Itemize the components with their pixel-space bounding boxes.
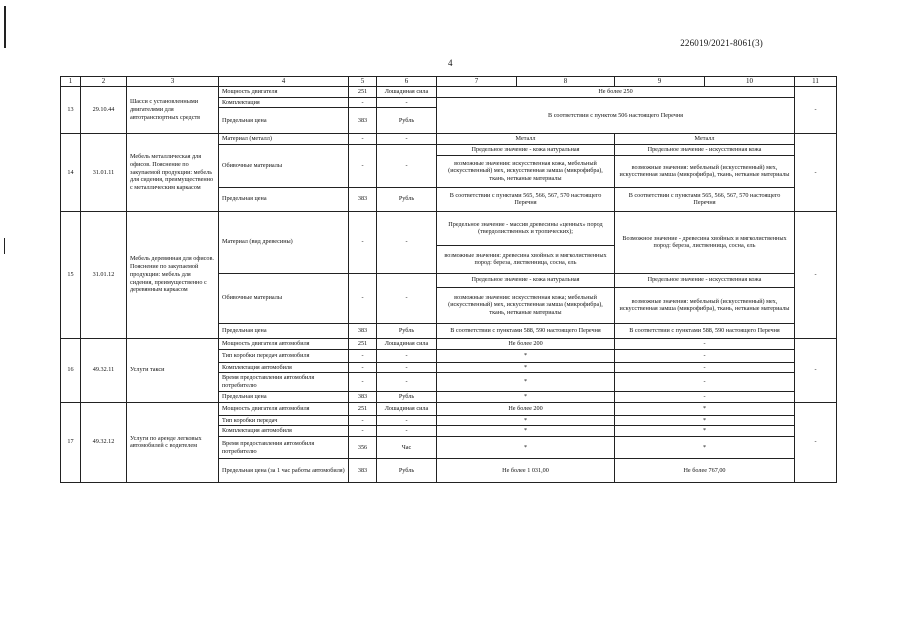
param-value: Предельное значение - массив древесины «ценных» пород (твердолиственных и тропических); xyxy=(437,211,615,245)
unit-name: Час xyxy=(377,437,437,459)
param-value: В соответствии с пунктом 506 настоящего Перечня xyxy=(437,97,795,134)
okpd-code: 29.10.44 xyxy=(81,86,127,134)
param-value: В соответствии с пунктами 588, 590 настоящего Перечня xyxy=(437,323,615,338)
scan-margin-mark xyxy=(4,238,5,254)
param-value: * xyxy=(437,362,615,373)
param-value: Не более 200 xyxy=(437,402,615,415)
row-number: 13 xyxy=(61,86,81,134)
param-value: - xyxy=(615,362,795,373)
param-value: возможные значения: искусственная кожа; мебельный (искусственный) мех, искусственная замша (микрофибра), ткань, нетканые материалы xyxy=(437,287,615,323)
document-number: 226019/2021-8061(3) xyxy=(680,38,763,48)
table-header-row xyxy=(61,77,837,87)
col11-value: - xyxy=(795,338,837,402)
header-cell: 1 xyxy=(61,77,81,87)
unit-name: - xyxy=(377,426,437,437)
col11-value: - xyxy=(795,211,837,338)
unit-code: 251 xyxy=(349,86,377,97)
table-row xyxy=(61,211,837,245)
page-number: 4 xyxy=(448,58,453,68)
param-value: В соответствии с пунктами 565, 566, 567, 570 настоящего Перечня xyxy=(615,187,795,211)
unit-code: - xyxy=(349,97,377,108)
col11-value: - xyxy=(795,402,837,483)
param-value: * xyxy=(615,426,795,437)
unit-code: 383 xyxy=(349,391,377,402)
unit-code: - xyxy=(349,349,377,362)
okpd-code: 31.01.12 xyxy=(81,211,127,338)
unit-code: 356 xyxy=(349,437,377,459)
param-name: Время предоставления автомобиля потребителю xyxy=(219,437,349,459)
param-value: Металл xyxy=(437,134,615,145)
param-value: Не более 200 xyxy=(437,338,615,349)
okpd-code: 31.01.11 xyxy=(81,134,127,212)
header-cell: 4 xyxy=(219,77,349,87)
unit-name: Рубль xyxy=(377,391,437,402)
param-value: Металл xyxy=(615,134,795,145)
unit-name: - xyxy=(377,145,437,188)
unit-name: Рубль xyxy=(377,108,437,134)
param-name: Обивочные материалы xyxy=(219,145,349,188)
unit-code: 383 xyxy=(349,323,377,338)
param-value: * xyxy=(615,437,795,459)
unit-code: - xyxy=(349,362,377,373)
param-value: * xyxy=(437,415,615,426)
product-name: Шасси с установленными двигателями для автотранспортных средств xyxy=(127,86,219,134)
param-value: - xyxy=(615,349,795,362)
unit-code: 383 xyxy=(349,459,377,483)
header-cell: 3 xyxy=(127,77,219,87)
param-name: Время предоставления автомобиля потребителю xyxy=(219,373,349,392)
header-cell: 6 xyxy=(377,77,437,87)
param-value: Не более 1 031,00 xyxy=(437,459,615,483)
param-value: Предельное значение - кожа натуральная xyxy=(437,273,615,287)
param-value: Предельное значение - искусственная кожа xyxy=(615,145,795,156)
table-row xyxy=(61,86,837,97)
header-cell: 8 xyxy=(517,77,615,87)
param-name: Предельная цена xyxy=(219,108,349,134)
okpd-code: 49.32.12 xyxy=(81,402,127,483)
unit-code: - xyxy=(349,273,377,323)
param-value: возможные значения: искусственная кожа, мебельный (искусственный) мех, искусственная замша (микрофибра), ткань, нетканые материалы xyxy=(437,155,615,187)
row-number: 15 xyxy=(61,211,81,338)
unit-code: - xyxy=(349,134,377,145)
unit-name: Лошадиная сила xyxy=(377,86,437,97)
unit-name: - xyxy=(377,415,437,426)
unit-name: Рубль xyxy=(377,323,437,338)
param-value: Предельное значение - искусственная кожа xyxy=(615,273,795,287)
param-value: - xyxy=(615,338,795,349)
param-value: * xyxy=(437,349,615,362)
unit-code: 251 xyxy=(349,402,377,415)
param-name: Комплектация автомобиля xyxy=(219,362,349,373)
param-name: Предельная цена xyxy=(219,391,349,402)
scan-margin-mark xyxy=(4,6,6,48)
header-cell: 9 xyxy=(615,77,705,87)
param-name: Предельная цена xyxy=(219,187,349,211)
unit-code: - xyxy=(349,211,377,273)
param-value: возможные значения: мебельный (искусственный) мех, искусственная замша (микрофибра), ткань, нетканые материалы xyxy=(615,287,795,323)
unit-name: - xyxy=(377,97,437,108)
param-value: Не более 767,00 xyxy=(615,459,795,483)
header-cell: 11 xyxy=(795,77,837,87)
param-name: Материал (металл) xyxy=(219,134,349,145)
param-name: Обивочные материалы xyxy=(219,273,349,323)
unit-name: Рубль xyxy=(377,187,437,211)
header-cell: 5 xyxy=(349,77,377,87)
unit-name: - xyxy=(377,211,437,273)
param-value: - xyxy=(615,373,795,392)
unit-name: Лошадиная сила xyxy=(377,338,437,349)
unit-name: - xyxy=(377,373,437,392)
product-name: Мебель металлическая для офисов. Пояснение по закупаемой продукции: мебель для сидения, преимущественно с металлическим каркасом xyxy=(127,134,219,212)
param-value: * xyxy=(437,426,615,437)
row-number: 14 xyxy=(61,134,81,212)
unit-code: - xyxy=(349,145,377,188)
param-value: * xyxy=(615,402,795,415)
col11-value: - xyxy=(795,86,837,134)
product-name: Услуги такси xyxy=(127,338,219,402)
okpd-code: 49.32.11 xyxy=(81,338,127,402)
unit-code: 383 xyxy=(349,187,377,211)
param-value: * xyxy=(437,391,615,402)
param-value: Предельное значение - кожа натуральная xyxy=(437,145,615,156)
param-name: Тип коробки передач автомобиля xyxy=(219,349,349,362)
unit-code: - xyxy=(349,426,377,437)
header-cell: 10 xyxy=(705,77,795,87)
param-name: Мощность двигателя автомобиля xyxy=(219,338,349,349)
param-name: Тип коробки передач xyxy=(219,415,349,426)
param-value: Возможное значение - древесина хвойных и мягколиственных пород: береза, лиственница, сосна, ель xyxy=(615,211,795,273)
row-number: 16 xyxy=(61,338,81,402)
param-name: Мощность двигателя xyxy=(219,86,349,97)
unit-code: 383 xyxy=(349,108,377,134)
product-name: Мебель деревянная для офисов. Пояснение по закупаемой продукции: мебель для сидения, преимущественно с деревянным каркасом xyxy=(127,211,219,338)
param-value: В соответствии с пунктами 588, 590 настоящего Перечня xyxy=(615,323,795,338)
param-name: Материал (вид древесины) xyxy=(219,211,349,273)
table-row xyxy=(61,338,837,349)
unit-code: - xyxy=(349,415,377,426)
row-number: 17 xyxy=(61,402,81,483)
unit-name: Лошадиная сила xyxy=(377,402,437,415)
param-name: Комплектация автомобиля xyxy=(219,426,349,437)
table-row xyxy=(61,402,837,415)
param-value: возможные значения: мебельный (искусственный) мех, искусственная замша (микрофибра), ткань, нетканые материалы xyxy=(615,155,795,187)
param-name: Предельная цена (за 1 час работы автомобиля) xyxy=(219,459,349,483)
param-name: Предельная цена xyxy=(219,323,349,338)
param-value: Не более 250 xyxy=(437,86,795,97)
param-name: Комплектация xyxy=(219,97,349,108)
unit-name: Рубль xyxy=(377,459,437,483)
param-value: - xyxy=(615,391,795,402)
header-cell: 7 xyxy=(437,77,517,87)
param-value: * xyxy=(437,373,615,392)
param-value: * xyxy=(615,415,795,426)
unit-name: - xyxy=(377,349,437,362)
requirements-table xyxy=(60,76,837,483)
unit-code: - xyxy=(349,373,377,392)
param-value: возможные значения: древесина хвойных и мягколиственных пород: береза, лиственница, сосна, ель xyxy=(437,245,615,273)
header-cell: 2 xyxy=(81,77,127,87)
product-name: Услуги по аренде легковых автомобилей с водителем xyxy=(127,402,219,483)
unit-name: - xyxy=(377,273,437,323)
table-row xyxy=(61,134,837,145)
unit-name: - xyxy=(377,134,437,145)
param-value: В соответствии с пунктами 565, 566, 567, 570 настоящего Перечня xyxy=(437,187,615,211)
unit-code: 251 xyxy=(349,338,377,349)
col11-value: - xyxy=(795,134,837,212)
param-value: * xyxy=(437,437,615,459)
unit-name: - xyxy=(377,362,437,373)
param-name: Мощность двигателя автомобиля xyxy=(219,402,349,415)
